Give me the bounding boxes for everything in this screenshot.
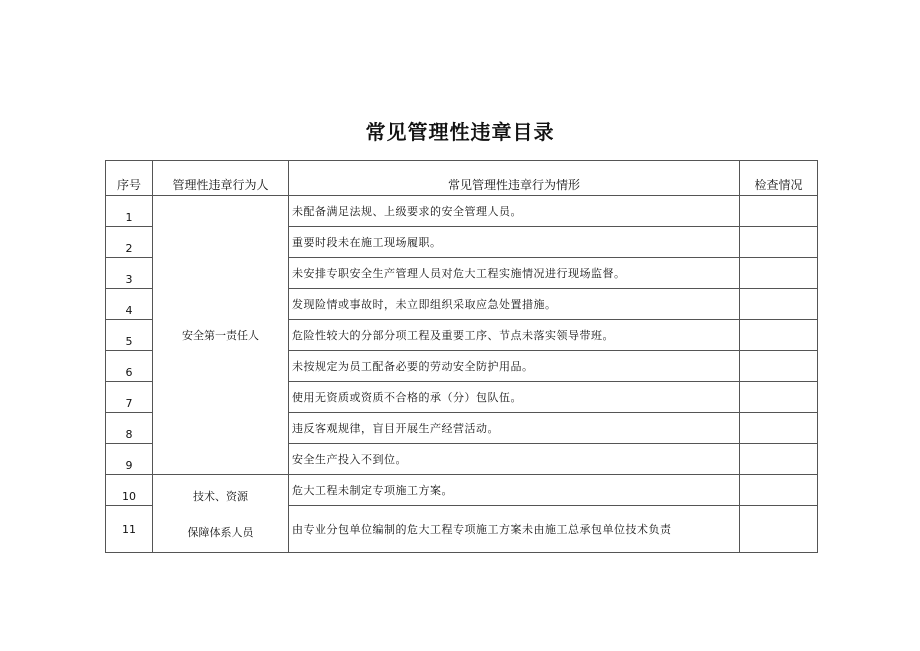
row-no: 1	[106, 196, 153, 227]
row-situation: 危险性较大的分部分项工程及重要工序、节点未落实领导带班。	[289, 320, 740, 351]
header-situation: 常见管理性违章行为情形	[289, 161, 740, 196]
row-situation: 未按规定为员工配备必要的劳动安全防护用品。	[289, 351, 740, 382]
document-title: 常见管理性违章目录	[365, 120, 555, 144]
header-actor: 管理性违章行为人	[153, 161, 289, 196]
row-check[interactable]	[740, 258, 818, 289]
row-situation: 危大工程未制定专项施工方案。	[289, 475, 740, 506]
row-no: 7	[106, 382, 153, 413]
row-no: 9	[106, 444, 153, 475]
row-situation: 发现险情或事故时，未立即组织采取应急处置措施。	[289, 289, 740, 320]
row-situation: 重要时段未在施工现场履职。	[289, 227, 740, 258]
row-situation: 违反客观规律，盲目开展生产经营活动。	[289, 413, 740, 444]
row-no: 6	[106, 351, 153, 382]
header-check: 检查情况	[740, 161, 818, 196]
violation-table	[105, 160, 818, 553]
row-situation: 安全生产投入不到位。	[289, 444, 740, 475]
row-check[interactable]	[740, 320, 818, 351]
table-row	[106, 196, 818, 227]
table-row	[106, 475, 818, 506]
row-check[interactable]	[740, 413, 818, 444]
row-check[interactable]	[740, 506, 818, 553]
row-check[interactable]	[740, 351, 818, 382]
row-situation: 未安排专职安全生产管理人员对危大工程实施情况进行现场监督。	[289, 258, 740, 289]
row-situation: 使用无资质或资质不合格的承（分）包队伍。	[289, 382, 740, 413]
row-no: 10	[106, 475, 153, 506]
row-check[interactable]	[740, 196, 818, 227]
row-check[interactable]	[740, 227, 818, 258]
row-check[interactable]	[740, 475, 818, 506]
header-no: 序号	[106, 161, 153, 196]
row-no: 11	[106, 506, 153, 553]
row-no: 2	[106, 227, 153, 258]
actor-group-2-line1: 技术、资源	[193, 489, 248, 503]
row-no: 3	[106, 258, 153, 289]
row-check[interactable]	[740, 382, 818, 413]
row-check[interactable]	[740, 289, 818, 320]
row-no: 4	[106, 289, 153, 320]
row-no: 5	[106, 320, 153, 351]
actor-group-2	[153, 475, 289, 553]
row-check[interactable]	[740, 444, 818, 475]
table-header-row	[106, 161, 818, 196]
actor-group-1: 安全第一责任人	[153, 196, 289, 475]
actor-group-2-line2: 保障体系人员	[187, 525, 254, 539]
row-no: 8	[106, 413, 153, 444]
row-situation: 由专业分包单位编制的危大工程专项施工方案未由施工总承包单位技术负责	[289, 506, 740, 553]
row-situation: 未配备满足法规、上级要求的安全管理人员。	[289, 196, 740, 227]
